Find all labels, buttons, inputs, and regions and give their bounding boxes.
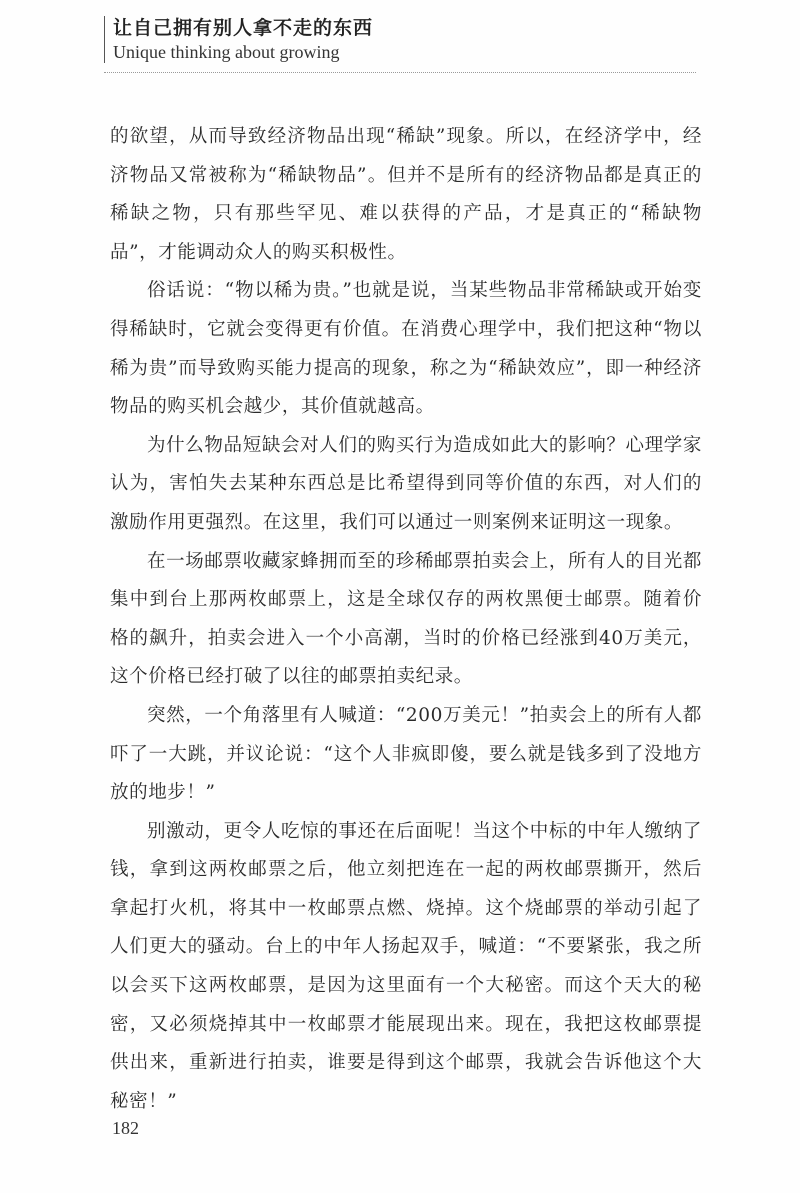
- running-header: [104, 16, 713, 63]
- paragraph-1: 的欲望，从而导致经济物品出现“稀缺”现象。所以，在经济学中，经济物品又常被称为“稀缺物品”。但并不是所有的经济物品都是真正的稀缺之物，只有那些罕见、难以获得的产品，才是真正的“稀缺物品”，才能调动众人的购买积极性。: [110, 126, 702, 263]
- body-text: [110, 118, 702, 1121]
- header-title: 让自己拥有别人拿不走的东西: [113, 17, 374, 39]
- paragraph-2: 俗话说：“物以稀为贵。”也就是说，当某些物品非常稀缺或开始变得稀缺时，它就会变得更有价值。在消费心理学中，我们把这种“物以稀为贵”而导致购买能力提高的现象，称之为“稀缺效应”，即一种经济物品的购买机会越少，其价值就越高。: [110, 280, 702, 418]
- paragraph-5: 突然，一个角落里有人喊道：“200万美元！”拍卖会上的所有人都吓了一大跳，并议论说：“这个人非疯即傻，要么就是钱多到了没地方放的地步！”: [110, 704, 702, 804]
- page-number: 182: [112, 1118, 139, 1138]
- paragraph-3: 为什么物品短缺会对人们的购买行为造成如此大的影响？心理学家认为，害怕失去某种东西总是比希望得到同等价值的东西，对人们的激励作用更强烈。在这里，我们可以通过一则案例来证明这一现象。: [110, 434, 702, 533]
- header-divider: [104, 72, 696, 73]
- header-subtitle: Unique thinking about growing: [113, 42, 340, 62]
- paragraph-6: 别激动，更令人吃惊的事还在后面呢！当这个中标的中年人缴纳了钱，拿到这两枚邮票之后，他立刻把连在一起的两枚邮票撕开，然后拿起打火机，将其中一枚邮票点燃、烧掉。这个烧邮票的举动引起了人们更大的骚动。台上的中年人扬起双手，喊道：“不要紧张，我之所以会买下这两枚邮票，是因为这里面有一个大秘密。而这个天大的秘密，又必须烧掉其中一枚邮票才能展现出来。现在，我把这枚邮票提供出来，重新进行拍卖，谁要是得到这个邮票，我就会告诉他这个大秘密！”: [110, 820, 702, 1112]
- paragraph-4: 在一场邮票收藏家蜂拥而至的珍稀邮票拍卖会上，所有人的目光都集中到台上那两枚邮票上，这是全球仅存的两枚黑便士邮票。随着价格的飙升，拍卖会进入一个小高潮，当时的价格已经涨到40万美元，这个价格已经打破了以往的邮票拍卖纪录。: [110, 550, 702, 688]
